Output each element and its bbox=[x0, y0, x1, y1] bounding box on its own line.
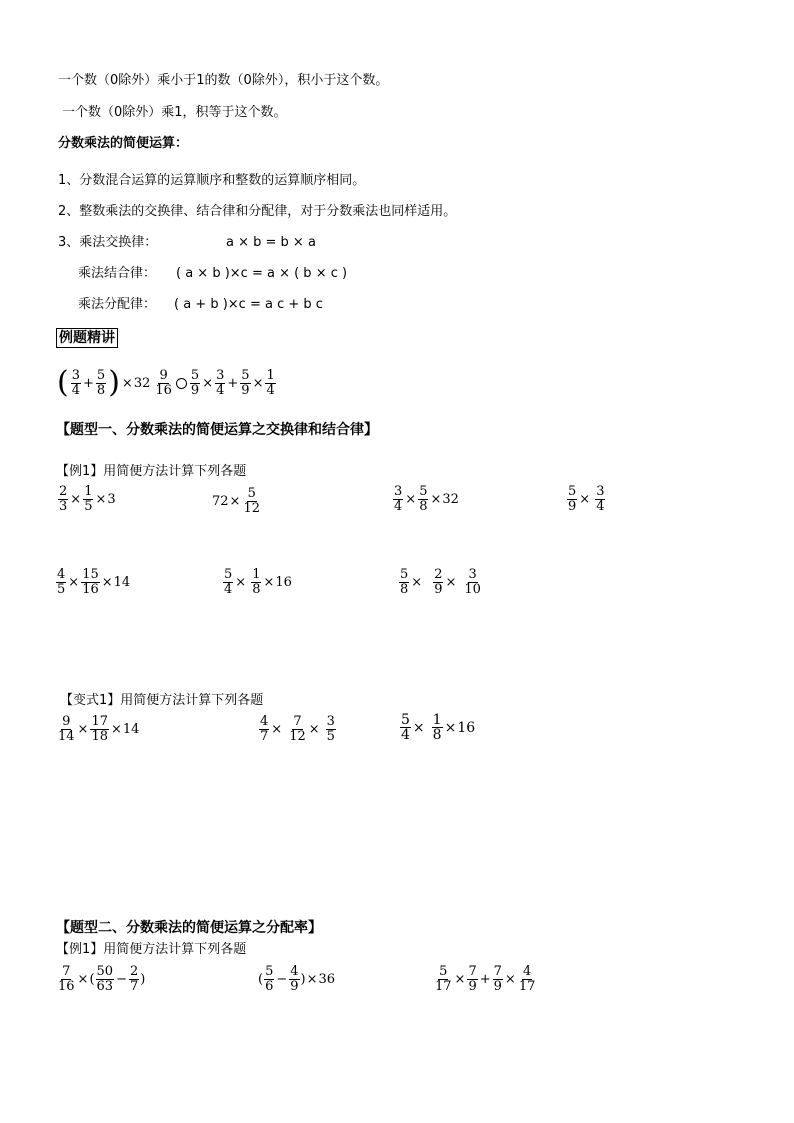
law-associative-label: 乘法结合律： bbox=[78, 266, 157, 281]
fraction: $\frac{3}{4}$ bbox=[71, 367, 80, 398]
variant-problem-3: $\frac{5}{4}$ × $\frac{1}{8}$ × 16 bbox=[401, 712, 476, 743]
variant-problem-2: $\frac{4}{7}$ × $\frac{7}{12}$ × $\frac{3}{5}$ bbox=[260, 714, 335, 744]
ex2-label: 【例1】用简便方法计算下列各题 bbox=[56, 942, 247, 957]
problem-2: 72 × $\frac{5}{12}$ bbox=[212, 486, 260, 516]
law-distributive-formula: ( a + b )×c = a c + b c bbox=[174, 297, 323, 312]
dist-problem-2: ( $\frac{5}{6}$ − $\frac{4}{9}$ ) × 36 bbox=[258, 964, 336, 994]
problem-1: $\frac{2}{3}$ × $\frac{1}{5}$ × 3 bbox=[59, 484, 116, 514]
example-box-heading: 例题精讲 bbox=[56, 328, 118, 348]
intro-line-2: 一个数（0除外）乘1，积等于这个数。 bbox=[62, 105, 287, 120]
fraction: $\frac{5}{9}$ bbox=[241, 367, 250, 398]
fraction: $\frac{5}{9}$ bbox=[190, 367, 200, 398]
paren-right: ) bbox=[108, 365, 120, 400]
variant1-label: 【变式1】用简便方法计算下列各题 bbox=[60, 693, 264, 708]
law-distributive-label: 乘法分配律： bbox=[78, 297, 157, 312]
variant-problem-1: $\frac{9}{14}$ × $\frac{17}{18}$ × 14 bbox=[58, 714, 140, 744]
type1-title: 【题型一、分数乘法的简便运算之交换律和结合律】 bbox=[56, 422, 378, 438]
section-title: 分数乘法的简便运算： bbox=[58, 136, 189, 151]
type2-title: 【题型二、分数乘法的简便运算之分配率】 bbox=[56, 920, 322, 936]
ex1-label: 【例1】用简便方法计算下列各题 bbox=[56, 464, 247, 479]
law-associative-formula: ( a × b )×c = a × ( b × c ) bbox=[176, 266, 348, 281]
fraction: $\frac{9}{16}$ bbox=[155, 367, 172, 398]
rule-2: 2、整数乘法的交换律、结合律和分配律，对于分数乘法也同样适用。 bbox=[58, 204, 457, 219]
problem-7: $\frac{5}{8}$ × $\frac{2}{9}$ × $\frac{3}{10}$ bbox=[400, 567, 481, 597]
paren-left: ( bbox=[57, 365, 69, 400]
fraction: $\frac{5}{8}$ bbox=[96, 367, 106, 398]
fraction: $\frac{1}{4}$ bbox=[266, 367, 275, 398]
problem-4: $\frac{5}{9}$ × $\frac{3}{4}$ bbox=[568, 484, 605, 514]
compare-circle-icon bbox=[176, 378, 187, 389]
problem-6: $\frac{5}{4}$ × $\frac{1}{8}$ × 16 bbox=[224, 567, 292, 597]
fraction: $\frac{3}{4}$ bbox=[216, 367, 225, 398]
law-commutative-label: 3、乘法交换律： bbox=[58, 235, 158, 250]
problem-3: $\frac{3}{4}$ × $\frac{5}{8}$ × 32 bbox=[394, 484, 459, 514]
rule-1: 1、分数混合运算的运算顺序和整数的运算顺序相同。 bbox=[58, 173, 366, 188]
dist-problem-3: $\frac{5}{17}$ × $\frac{7}{9}$ + $\frac{7}{9}$ × $\frac{4}{17}$ bbox=[435, 964, 536, 994]
intro-line-1: 一个数（0除外）乘小于1的数（0除外），积小于这个数。 bbox=[58, 73, 389, 88]
problem-5: $\frac{4}{5}$ × $\frac{15}{16}$ × 14 bbox=[57, 567, 131, 597]
law-commutative-formula: a × b = b × a bbox=[226, 235, 316, 250]
example-expression: ( $\frac{3}{4}$ + $\frac{5}{8}$ ) × 32 $\frac{9}{16}$ $\frac{5}{9}$ × $\frac{3}{4}$ + $\frac{5}{9}$ × $\frac{1}{4}$ bbox=[57, 365, 275, 400]
dist-problem-1: $\frac{7}{16}$ × ( $\frac{50}{63}$ − $\frac{2}{7}$ ) bbox=[58, 964, 146, 994]
